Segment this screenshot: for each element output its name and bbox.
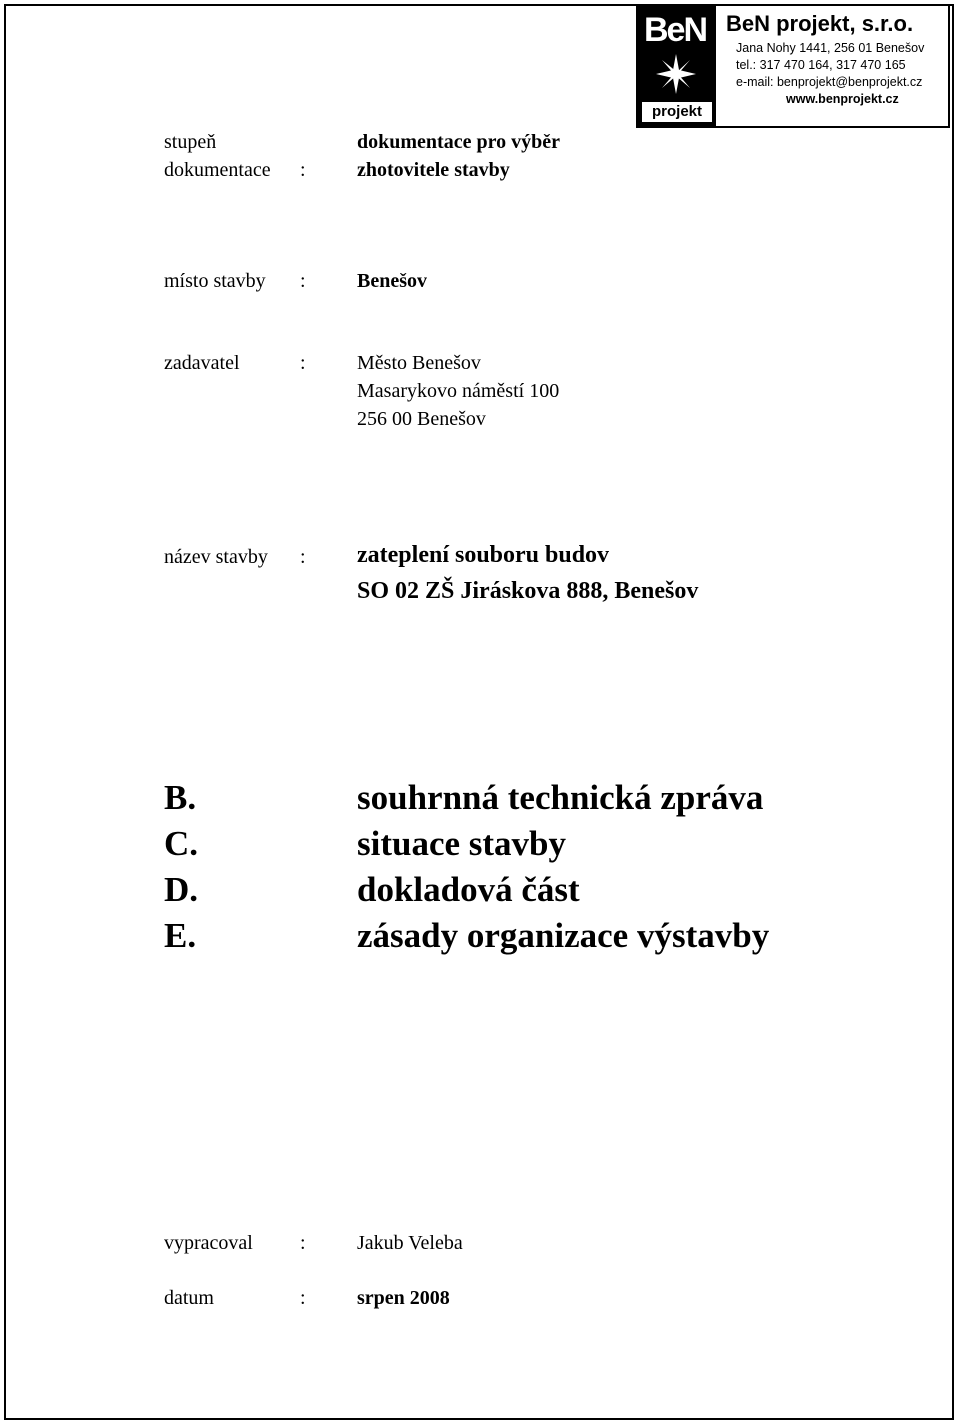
name-colon: : xyxy=(300,546,306,568)
star-icon xyxy=(656,54,696,94)
logo-contact xyxy=(726,8,944,108)
stage-label-2: dokumentace xyxy=(164,159,271,181)
client-line-2: Masarykovo náměstí 100 xyxy=(357,380,560,402)
section-key: C. xyxy=(164,824,199,863)
section-key: D. xyxy=(164,870,199,909)
company-name: BeN projekt, s.r.o. xyxy=(726,11,914,36)
author-value: Jakub Veleba xyxy=(357,1232,463,1254)
date-colon: : xyxy=(300,1287,306,1309)
stage-label-1: stupeň xyxy=(164,131,217,153)
name-label: název stavby xyxy=(164,546,268,568)
logo-tag: projekt xyxy=(642,102,712,122)
section-title: souhrnná technická zpráva xyxy=(357,778,764,817)
page-border xyxy=(4,4,954,1420)
site-colon: : xyxy=(300,270,306,292)
company-email: e-mail: benprojekt@benprojekt.cz xyxy=(736,75,923,89)
client-colon: : xyxy=(300,352,306,374)
section-title: dokladová část xyxy=(357,870,580,909)
logo-mark xyxy=(638,6,716,126)
author-label: vypracoval xyxy=(164,1232,253,1254)
stage-colon: : xyxy=(300,159,306,181)
author-colon: : xyxy=(300,1232,306,1254)
client-line-1: Město Benešov xyxy=(357,352,481,374)
date-value: srpen 2008 xyxy=(357,1287,450,1309)
site-value: Benešov xyxy=(357,270,427,292)
name-line-1: zateplení souboru budov xyxy=(357,542,610,568)
company-logo-block xyxy=(636,4,950,128)
date-label: datum xyxy=(164,1287,214,1309)
section-key: E. xyxy=(164,916,197,955)
client-line-3: 256 00 Benešov xyxy=(357,408,486,430)
logo-brand: BeN xyxy=(644,11,707,49)
section-key: B. xyxy=(164,778,197,817)
company-web: www.benprojekt.cz xyxy=(786,92,899,106)
stage-value-1: dokumentace pro výběr xyxy=(357,131,560,153)
company-address: Jana Nohy 1441, 256 01 Benešov xyxy=(736,41,925,55)
client-label: zadavatel xyxy=(164,352,240,374)
site-label: místo stavby xyxy=(164,270,266,292)
name-line-2: SO 02 ZŠ Jiráskova 888, Benešov xyxy=(357,578,699,604)
company-phone: tel.: 317 470 164, 317 470 165 xyxy=(736,58,906,72)
section-title: situace stavby xyxy=(357,824,567,863)
stage-value-2: zhotovitele stavby xyxy=(357,159,510,181)
section-title: zásady organizace výstavby xyxy=(357,916,770,955)
